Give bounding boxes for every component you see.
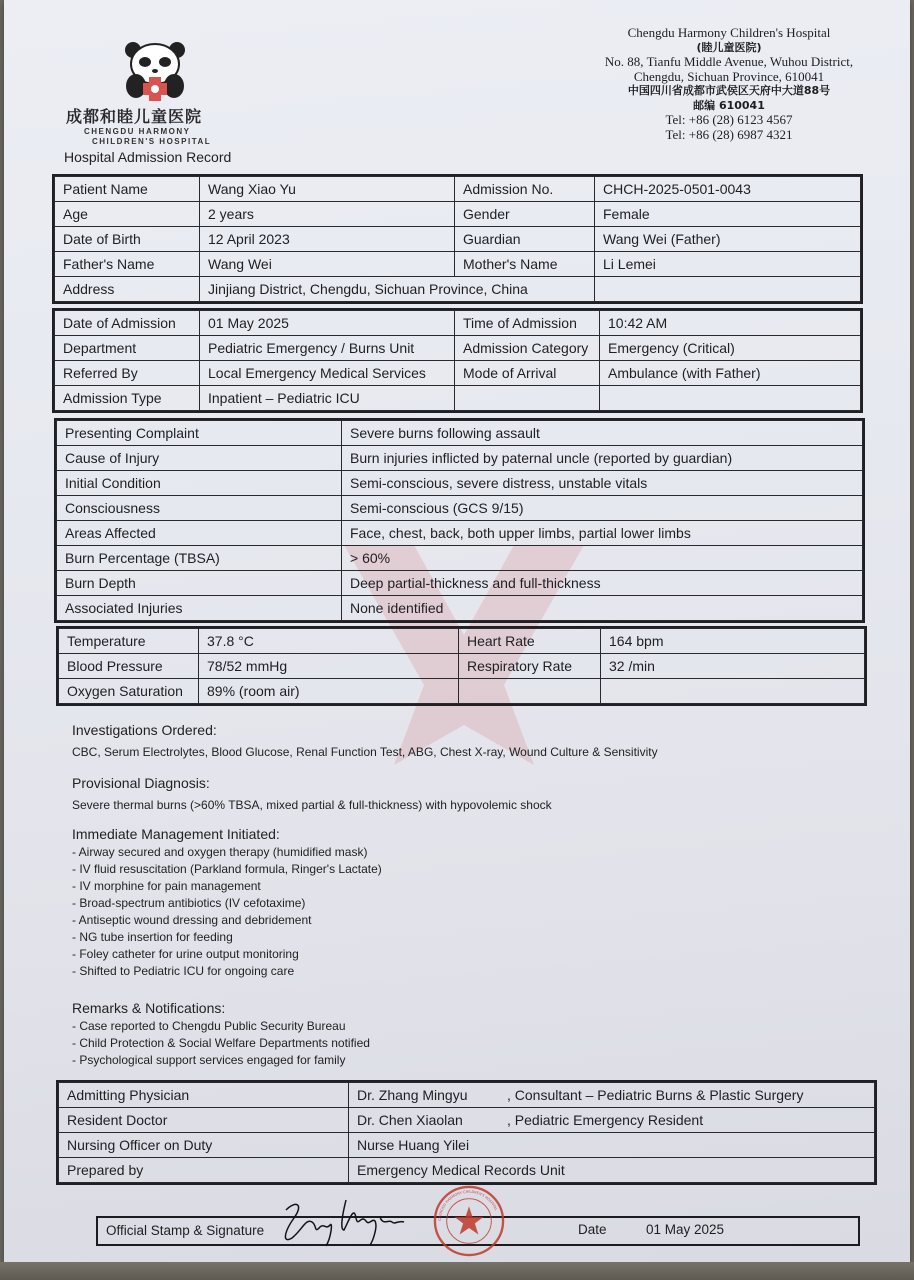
field-label: Admission No. <box>455 177 595 202</box>
field-value: Wang Wei (Father) <box>595 227 861 252</box>
table-row <box>59 1158 875 1183</box>
field-value: Pediatric Emergency / Burns Unit <box>200 336 455 361</box>
field-label: Mode of Arrival <box>455 361 600 386</box>
address-line: No. 88, Tianfu Middle Avenue, Wuhou District, <box>604 54 854 69</box>
field-label: Areas Affected <box>57 521 342 546</box>
field-label: Resident Doctor <box>59 1108 349 1133</box>
hospital-name-en-line2: CHILDREN'S HOSPITAL <box>92 137 212 146</box>
table-row <box>55 202 861 227</box>
field-value: Inpatient – Pediatric ICU <box>200 386 455 411</box>
table-row <box>57 571 863 596</box>
staff-name: Emergency Medical Records Unit <box>357 1162 565 1178</box>
field-label: Burn Percentage (TBSA) <box>57 546 342 571</box>
field-label: Address <box>55 277 200 302</box>
field-value: Face, chest, back, both upper limbs, partial lower limbs <box>342 521 863 546</box>
field-label: Associated Injuries <box>57 596 342 621</box>
field-label: Oxygen Saturation <box>59 679 199 704</box>
diagnosis-section <box>72 775 552 814</box>
staff-name: Nurse Huang Yilei <box>357 1137 470 1153</box>
table-row <box>57 546 863 571</box>
telephone: Tel: +86 (28) 6987 4321 <box>665 126 793 142</box>
table-row <box>57 421 863 446</box>
list-item: - NG tube insertion for feeding <box>72 930 233 944</box>
empty-cell <box>455 386 600 411</box>
stamp-ring-text: CHENGDU HARMONY CHILDREN'S HOSPITAL <box>437 1189 499 1222</box>
list-item: - IV morphine for pain management <box>72 879 261 893</box>
table-row <box>55 252 861 277</box>
field-label: Department <box>55 336 200 361</box>
section-heading: Provisional Diagnosis: <box>72 775 210 791</box>
field-label: Mother's Name <box>455 252 595 277</box>
list-item: - Antiseptic wound dressing and debridement <box>72 913 312 927</box>
field-value: Semi-conscious, severe distress, unstable vitals <box>342 471 863 496</box>
diagnosis-text: Severe thermal burns (>60% TBSA, mixed partial & full-thickness) with hypovolemic shock <box>72 798 552 812</box>
vital-signs-table <box>58 628 865 704</box>
field-value: Ambulance (with Father) <box>600 361 861 386</box>
table-row <box>59 1108 875 1133</box>
field-label: Initial Condition <box>57 471 342 496</box>
field-label: Heart Rate <box>459 629 601 654</box>
signature-image <box>276 1190 426 1250</box>
field-label: Temperature <box>59 629 199 654</box>
table-row <box>59 654 865 679</box>
field-label: Date of Birth <box>55 227 200 252</box>
field-label: Gender <box>455 202 595 227</box>
field-label: Time of Admission <box>455 311 600 336</box>
table-row <box>57 521 863 546</box>
table-row <box>57 471 863 496</box>
section-heading: Immediate Management Initiated: <box>72 826 280 842</box>
remarks-section <box>72 1000 370 1069</box>
table-row <box>55 311 861 336</box>
empty-cell <box>595 277 861 302</box>
official-stamp-icon <box>432 1184 506 1258</box>
address-line: 中国四川省成都市武侯区天府中大道88号 <box>627 84 831 97</box>
field-value: 37.8 °C <box>199 629 459 654</box>
patient-details-table <box>54 176 861 302</box>
field-value: Emergency (Critical) <box>600 336 861 361</box>
field-label: Respiratory Rate <box>459 654 601 679</box>
field-value: Deep partial-thickness and full-thickness <box>342 571 863 596</box>
table-row <box>55 336 861 361</box>
table-surface <box>0 1262 914 1280</box>
table-row <box>55 386 861 411</box>
list-item: - IV fluid resuscitation (Parkland formula, Ringer's Lactate) <box>72 862 382 876</box>
address-line: Chengdu, Sichuan Province, 610041 <box>633 68 825 84</box>
management-section <box>72 826 382 980</box>
document-title: Hospital Admission Record <box>64 149 232 165</box>
field-value: 78/52 mmHg <box>199 654 459 679</box>
date-label: Date <box>578 1222 607 1237</box>
empty-cell <box>459 679 601 704</box>
table-row <box>59 1133 875 1158</box>
field-value: Wang Wei <box>200 252 455 277</box>
field-label: Age <box>55 202 200 227</box>
table-row <box>57 596 863 621</box>
field-label: Presenting Complaint <box>57 421 342 446</box>
field-value <box>349 1133 875 1158</box>
date-value: 01 May 2025 <box>646 1222 725 1237</box>
list-item: - Child Protection & Social Welfare Departments notified <box>72 1036 370 1050</box>
field-value: Local Emergency Medical Services <box>200 361 455 386</box>
hospital-name-en-line1: CHENGDU HARMONY <box>84 127 191 136</box>
staff-role: , Pediatric Emergency Resident <box>507 1112 704 1128</box>
field-value <box>349 1158 875 1183</box>
list-item: - Case reported to Chengdu Public Security Bureau <box>72 1019 346 1033</box>
hospital-logo <box>66 40 266 147</box>
address-line: (睦儿童医院) <box>696 40 762 54</box>
field-label: Father's Name <box>55 252 200 277</box>
field-value: 89% (room air) <box>199 679 459 704</box>
admission-record-paper <box>4 0 910 1262</box>
field-value <box>349 1083 875 1108</box>
empty-cell <box>600 386 861 411</box>
field-value: None identified <box>342 596 863 621</box>
stamp-signature-label: Official Stamp & Signature <box>106 1223 265 1238</box>
section-heading: Investigations Ordered: <box>72 722 217 738</box>
table-row <box>59 679 865 704</box>
section-heading: Remarks & Notifications: <box>72 1000 226 1016</box>
table-row <box>57 446 863 471</box>
field-value: Semi-conscious (GCS 9/15) <box>342 496 863 521</box>
field-value: Wang Xiao Yu <box>200 177 455 202</box>
list-item: - Airway secured and oxygen therapy (humidified mask) <box>72 845 368 859</box>
list-item: - Shifted to Pediatric ICU for ongoing care <box>72 964 295 978</box>
address-line: 邮编 610041 <box>693 98 765 112</box>
table-row <box>55 177 861 202</box>
investigations-text: CBC, Serum Electrolytes, Blood Glucose, Renal Function Test, ABG, Chest X-ray, Wound Culture & Sensitivity <box>72 745 658 759</box>
field-value: Li Lemei <box>595 252 861 277</box>
table-row <box>57 496 863 521</box>
field-value: 01 May 2025 <box>200 311 455 336</box>
address-line: Chengdu Harmony Children's Hospital <box>627 25 831 40</box>
list-item: - Foley catheter for urine output monitoring <box>72 947 299 961</box>
empty-cell <box>601 679 865 704</box>
field-value: Burn injuries inflicted by paternal uncle (reported by guardian) <box>342 446 863 471</box>
field-value: Female <box>595 202 861 227</box>
admission-details-table <box>54 310 861 411</box>
field-value: CHCH-2025-0501-0043 <box>595 177 861 202</box>
field-value: 10:42 AM <box>600 311 861 336</box>
investigations-section <box>72 722 658 761</box>
staff-table <box>58 1082 875 1183</box>
list-item: - Psychological support services engaged for family <box>72 1053 346 1067</box>
hospital-name-cn: 成都和睦儿童医院 <box>66 107 203 126</box>
telephone: Tel: +86 (28) 6123 4567 <box>665 112 793 127</box>
field-value: 32 /min <box>601 654 865 679</box>
field-value: Severe burns following assault <box>342 421 863 446</box>
table-row <box>55 361 861 386</box>
field-label: Nursing Officer on Duty <box>59 1133 349 1158</box>
field-label: Admission Type <box>55 386 200 411</box>
hospital-address-block <box>584 26 874 142</box>
field-label: Guardian <box>455 227 595 252</box>
clinical-findings-table <box>56 420 863 621</box>
staff-role: , Consultant – Pediatric Burns & Plastic Surgery <box>507 1087 804 1103</box>
field-label: Referred By <box>55 361 200 386</box>
table-row <box>59 629 865 654</box>
table-row <box>55 277 861 302</box>
field-label: Date of Admission <box>55 311 200 336</box>
panda-logo-icon <box>120 40 190 102</box>
field-label: Burn Depth <box>57 571 342 596</box>
field-label: Admitting Physician <box>59 1083 349 1108</box>
table-row <box>55 227 861 252</box>
field-value: > 60% <box>342 546 863 571</box>
field-label: Cause of Injury <box>57 446 342 471</box>
field-value: 12 April 2023 <box>200 227 455 252</box>
field-label: Blood Pressure <box>59 654 199 679</box>
table-row <box>59 1083 875 1108</box>
list-item: - Broad-spectrum antibiotics (IV cefotaxime) <box>72 896 306 910</box>
field-value: 2 years <box>200 202 455 227</box>
field-value: Jinjiang District, Chengdu, Sichuan Province, China <box>200 277 595 302</box>
field-label: Prepared by <box>59 1158 349 1183</box>
staff-name: Dr. Chen Xiaolan <box>357 1112 463 1128</box>
field-value <box>349 1108 875 1133</box>
field-label: Admission Category <box>455 336 600 361</box>
staff-name: Dr. Zhang Mingyu <box>357 1087 468 1103</box>
field-label: Patient Name <box>55 177 200 202</box>
field-label: Consciousness <box>57 496 342 521</box>
field-value: 164 bpm <box>601 629 865 654</box>
